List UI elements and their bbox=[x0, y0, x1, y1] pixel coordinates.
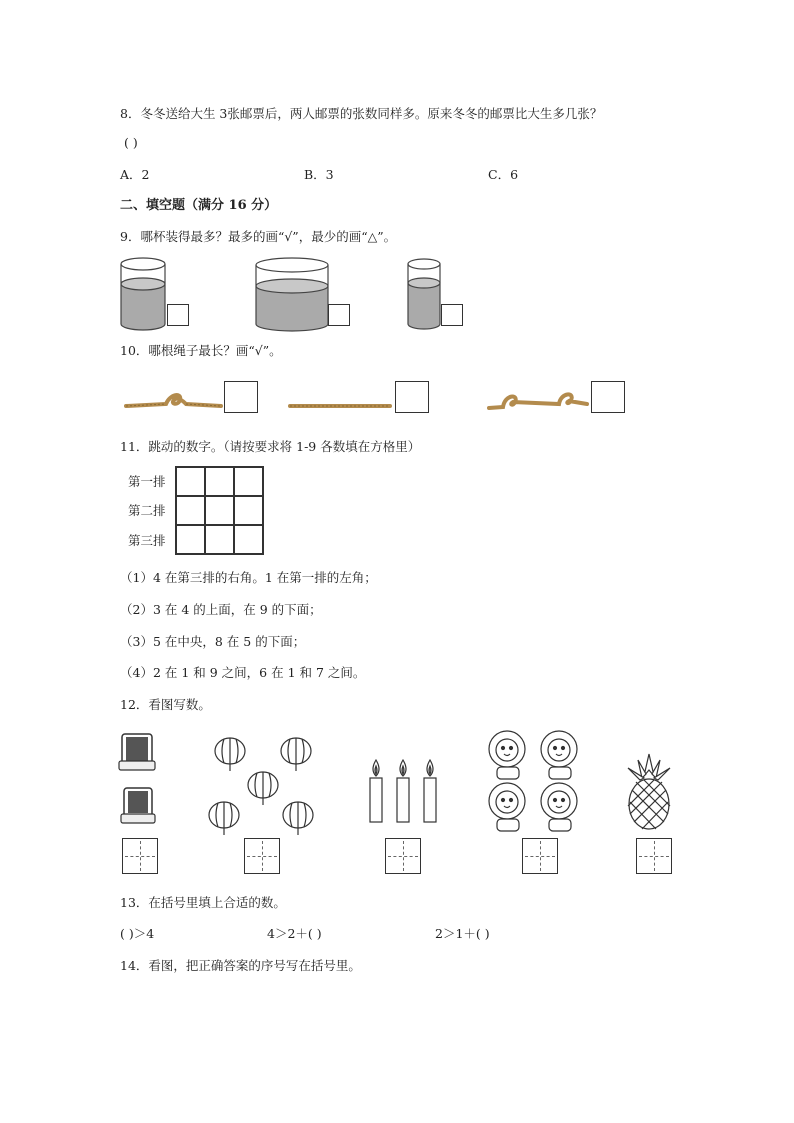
q8-option-b[interactable]: B．3 bbox=[304, 167, 334, 182]
rope-2-image bbox=[290, 396, 392, 410]
q8-question: 8．冬冬送给大生 3张邮票后，两人邮票的张数同样多。原来冬冬的邮票比大生多几张？ bbox=[120, 106, 603, 121]
rope-1-answer-box[interactable] bbox=[224, 381, 258, 413]
rope-3-image bbox=[489, 382, 589, 412]
grid-cell[interactable] bbox=[205, 496, 234, 525]
q10-question: 10．哪根绳子最长？画“√”。 bbox=[120, 343, 282, 358]
q11-hint-4: （4）2 在 1 和 9 之间，6 在 1 和 7 之间。 bbox=[120, 665, 366, 680]
q12-question: 12．看图写数。 bbox=[120, 697, 211, 712]
q11-hint-2: （2）3 在 4 的上面，在 9 的下面； bbox=[120, 602, 322, 617]
q9-question: 9．哪杯装得最多？最多的画“√”，最少的画“△”。 bbox=[120, 229, 397, 244]
row-label-1: 第一排 bbox=[128, 474, 166, 489]
cup-3-image bbox=[406, 256, 442, 336]
cup-1-image bbox=[118, 256, 168, 336]
row-label-2: 第二排 bbox=[128, 503, 166, 518]
grid-cell[interactable] bbox=[234, 467, 263, 496]
q13-expr-1[interactable]: ( )＞4 bbox=[120, 926, 155, 941]
grid-cell[interactable] bbox=[176, 525, 205, 554]
lion-icon bbox=[485, 729, 589, 837]
cup-3-answer-box[interactable] bbox=[441, 304, 463, 326]
q11-question: 11．跳动的数字。（请按要求将 1-9 各数填在方格里） bbox=[120, 439, 421, 454]
q13-expr-3[interactable]: 2＞1＋( ) bbox=[435, 926, 490, 941]
grid-cell[interactable] bbox=[176, 467, 205, 496]
grid-cell[interactable] bbox=[205, 467, 234, 496]
grid-cell[interactable] bbox=[234, 525, 263, 554]
rope-1-image bbox=[126, 382, 222, 412]
cup-2-answer-box[interactable] bbox=[328, 304, 350, 326]
q14-question: 14．看图，把正确答案的序号写在括号里。 bbox=[120, 958, 361, 973]
cup-2-image bbox=[254, 256, 330, 336]
q11-hint-3: （3）5 在中央，8 在 5 的下面； bbox=[120, 634, 306, 649]
write-box-tablets[interactable] bbox=[122, 838, 158, 874]
q8-option-a[interactable]: A．2 bbox=[120, 167, 150, 182]
rope-3-answer-box[interactable] bbox=[591, 381, 625, 413]
number-grid bbox=[175, 466, 264, 555]
section-title: 二、填空题（满分 16 分） bbox=[120, 198, 278, 213]
grid-cell[interactable] bbox=[205, 525, 234, 554]
write-box-candles[interactable] bbox=[385, 838, 421, 874]
rope-2-answer-box[interactable] bbox=[395, 381, 429, 413]
q13-question: 13．在括号里填上合适的数。 bbox=[120, 895, 286, 910]
candle-icon bbox=[366, 758, 442, 824]
q8-option-c[interactable]: C．6 bbox=[488, 167, 519, 182]
lantern-icon bbox=[206, 733, 322, 839]
q13-expr-2[interactable]: 4＞2＋( ) bbox=[267, 926, 322, 941]
grid-cell[interactable] bbox=[234, 496, 263, 525]
row-label-3: 第三排 bbox=[128, 533, 166, 548]
write-box-lions[interactable] bbox=[522, 838, 558, 874]
write-box-lanterns[interactable] bbox=[244, 838, 280, 874]
q8-answer-paren[interactable]: ( ) bbox=[124, 135, 138, 150]
cup-1-answer-box[interactable] bbox=[167, 304, 189, 326]
tablet-icon bbox=[118, 733, 160, 829]
q11-hint-1: （1）4 在第三排的右角。1 在第一排的左角； bbox=[120, 570, 377, 585]
grid-cell[interactable] bbox=[176, 496, 205, 525]
write-box-pineapple[interactable] bbox=[636, 838, 672, 874]
pineapple-icon bbox=[624, 752, 674, 832]
